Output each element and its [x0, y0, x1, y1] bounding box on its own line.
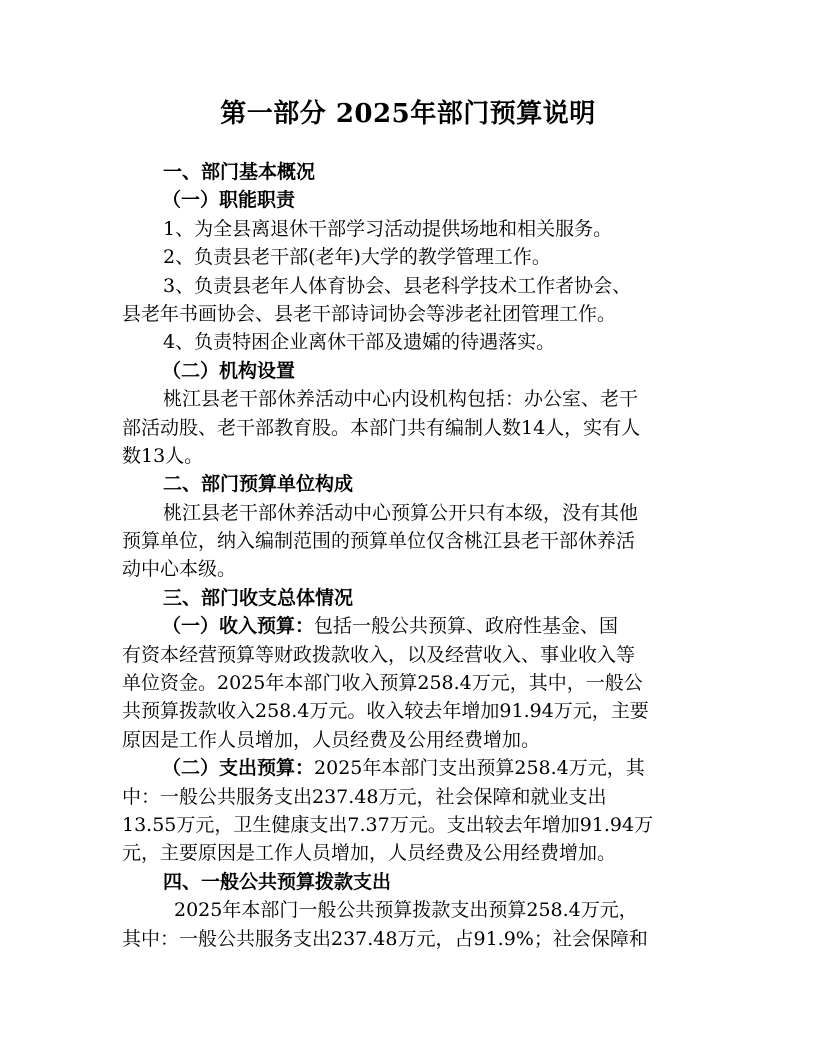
units-paragraph-line: 动中心本级。 [122, 558, 237, 581]
section-4-heading: 四、一般公共预算拨款支出 [163, 870, 392, 893]
section-2-heading: 二、部门预算单位构成 [163, 473, 354, 496]
section-3-heading: 三、部门收支总体情况 [163, 586, 354, 609]
income-paragraph-line: 单位资金。2025年本部门收入预算258.4万元，其中，一般公 [122, 672, 643, 695]
expense-label: （二）支出预算： [162, 757, 315, 780]
page-title: 第一部分 2025年部门预算说明 [220, 99, 596, 129]
duty-item: 3、负责县老年人体育协会、县老科学技术工作者协会、 [163, 274, 632, 297]
expense-paragraph-line: 中：一般公共服务支出237.48万元，社会保障和就业支出 [122, 785, 607, 808]
org-paragraph-line: 部活动股、老干部教育股。本部门共有编制人数14人，实有人 [122, 416, 641, 439]
units-paragraph-line: 桃江县老干部休养活动中心预算公开只有本级，没有其他 [163, 501, 639, 524]
expense-paragraph-line: 13.55万元，卫生健康支出7.37万元。支出较去年增加91.94万 [122, 813, 654, 836]
expense-first-text: 2025年本部门支出预算258.4万元，其 [314, 757, 645, 780]
income-paragraph-line: 有资本经营预算等财政拨款收入，以及经营收入、事业收入等 [122, 643, 636, 666]
section-1-sub-2-heading: （二）机构设置 [162, 359, 296, 382]
org-paragraph-line: 数13人。 [122, 444, 204, 467]
income-first-text: 包括一般公共预算、政府性基金、国 [314, 615, 619, 638]
section-1-sub-1-heading: （一）职能职责 [162, 189, 296, 212]
duty-item: 1、为全县离退休干部学习活动提供场地和相关服务。 [163, 217, 613, 240]
income-label: （一）收入预算： [162, 615, 315, 638]
expense-paragraph-first-line [122, 754, 704, 782]
org-paragraph-line: 桃江县老干部休养活动中心内设机构包括：办公室、老干 [163, 388, 639, 411]
expense-paragraph-line: 元，主要原因是工作人员增加，人员经费及公用经费增加。 [122, 842, 617, 865]
general-paragraph-line: 其中：一般公共服务支出237.48万元，占91.9%；社会保障和 [122, 927, 648, 950]
income-paragraph-line: 原因是工作人员增加，人员经费及公用经费增加。 [122, 728, 541, 751]
duty-item: 4、负责特困企业离休干部及遗孀的待遇落实。 [163, 331, 556, 354]
income-paragraph-line: 共预算拨款收入258.4万元。收入较去年增加91.94万元，主要 [122, 700, 649, 723]
income-paragraph-first-line [122, 612, 704, 640]
units-paragraph-line: 预算单位，纳入编制范围的预算单位仅含桃江县老干部休养活 [122, 530, 636, 553]
duty-item: 2、负责县老干部(老年)大学的教学管理工作。 [163, 246, 551, 269]
duty-item-continued: 县老年书画协会、县老干部诗词协会等涉老社团管理工作。 [122, 302, 617, 325]
general-paragraph-line: 2025年本部门一般公共预算拨款支出预算258.4万元， [174, 899, 638, 922]
section-1-heading: 一、部门基本概况 [163, 161, 316, 183]
document-body [122, 158, 704, 953]
